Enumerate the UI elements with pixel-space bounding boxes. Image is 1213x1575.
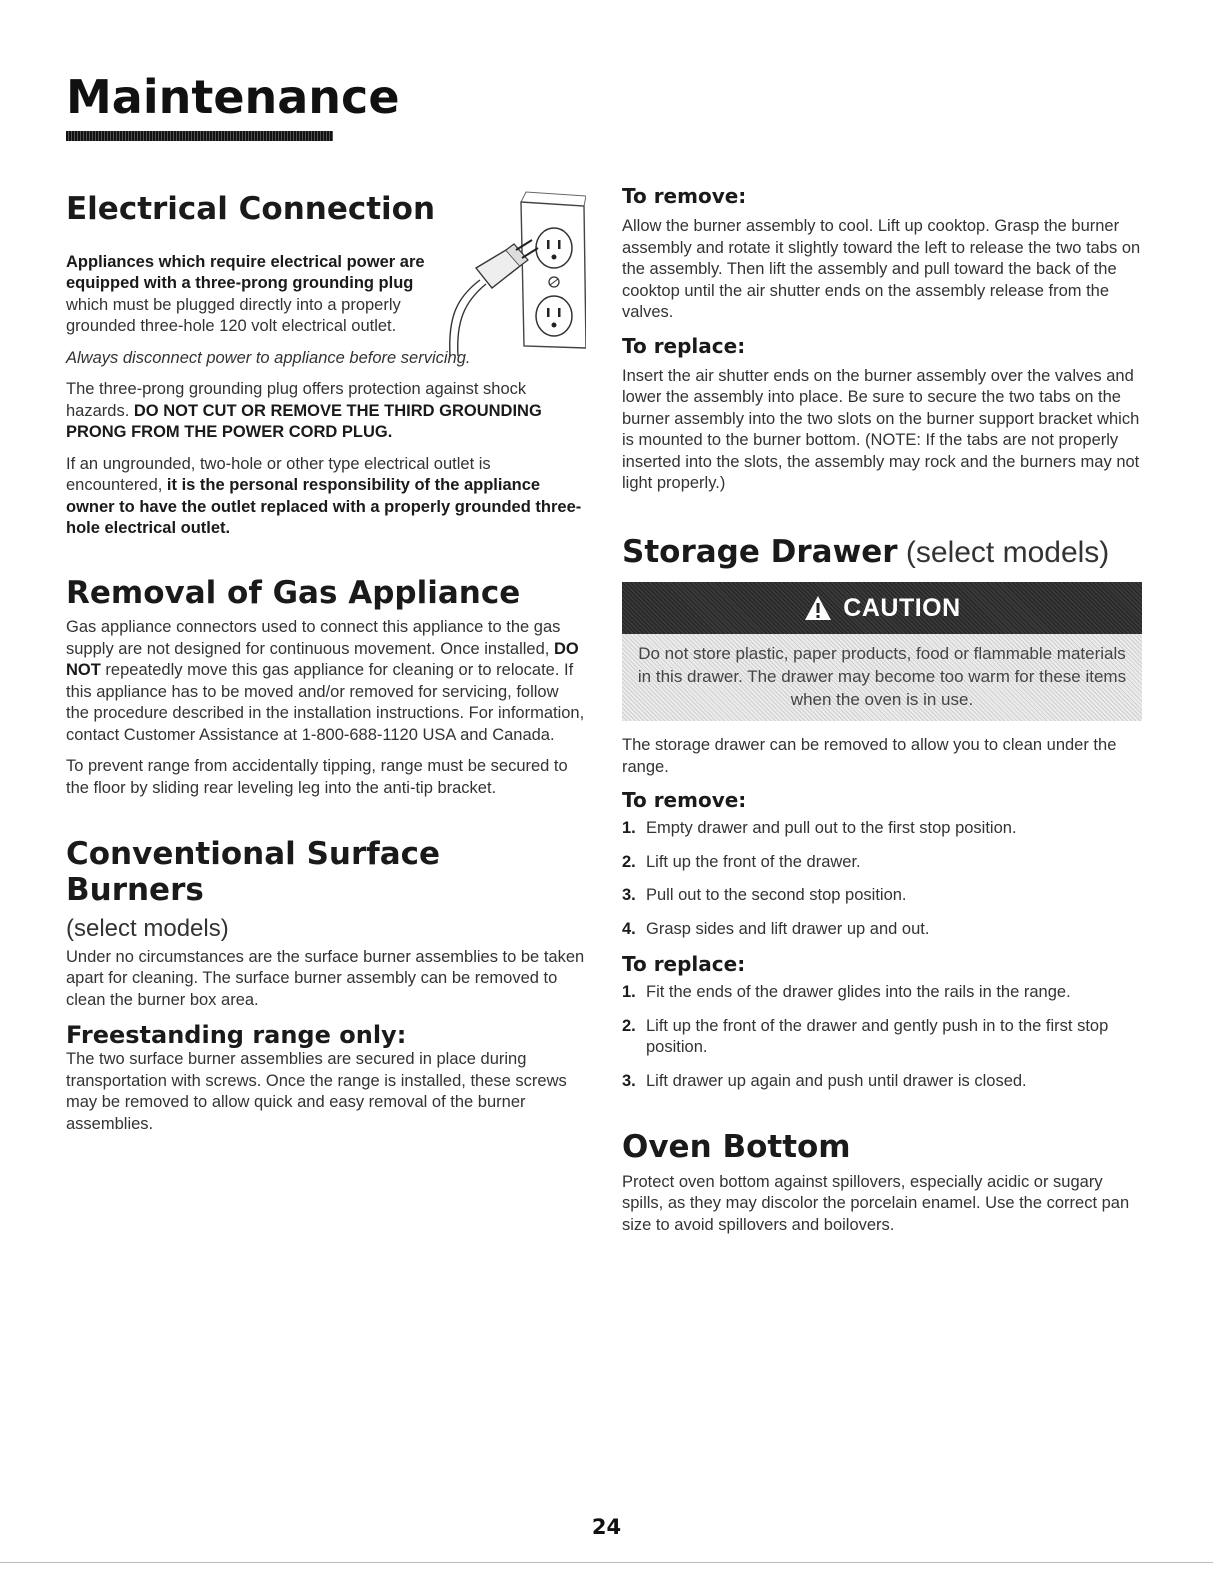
caution-header (622, 582, 1142, 634)
removal-heading: Removal of Gas Appliance (66, 574, 521, 611)
drawer-remove-heading: To remove: (622, 788, 747, 813)
electrical-intro (66, 252, 426, 338)
storage-heading-light: (select models) (897, 535, 1110, 569)
removal-paragraph-1 (66, 617, 586, 746)
storage-paragraph: The storage drawer can be removed to allow you to clean under the range. (622, 736, 1117, 776)
page-title: Maintenance (66, 70, 400, 124)
grounding-bold: DO NOT CUT OR REMOVE THE THIRD GROUNDING PRONG FROM THE POWER CORD PLUG. (66, 401, 542, 442)
step-number: 3. (622, 886, 636, 905)
step-text: Grasp sides and lift drawer up and out. (646, 919, 930, 938)
step-number: 2. (622, 852, 636, 871)
removal-section (66, 576, 586, 800)
step-text: Empty drawer and pull out to the first stop position. (646, 819, 1017, 838)
freestanding-heading: Freestanding range only: (66, 1021, 407, 1050)
removal-paragraph-2: To prevent range from accidentally tipping, range must be secured to the floor by sliding rear leveling leg into the anti-tip bracket. (66, 757, 568, 797)
right-column (622, 184, 1142, 1246)
removal-text-b: repeatedly move this gas appliance for cleaning or to relocate. If this appliance has to be moved and/or removed for servicing, follow the procedure described in the installation instructions. For information, contact Customer Assistance at 1-800-688-1120 USA and Canada. (66, 661, 585, 744)
burners-subheading: (select models) (66, 914, 229, 942)
step-text: Fit the ends of the drawer glides into the rails in the range. (646, 983, 1071, 1002)
storage-section (622, 535, 1142, 1093)
grounding-text: The three-prong grounding plug offers protection against shock hazards. (66, 380, 527, 420)
outlet-plug-illustration (436, 188, 586, 358)
drawer-replace-heading: To replace: (622, 952, 746, 977)
burner-remove-heading: To remove: (622, 184, 747, 208)
removal-text-a: Gas appliance connectors used to connect this appliance to the gas supply are not designed for continuous movement. Once installed, (66, 618, 561, 658)
removal-bold: DO NOT (66, 639, 579, 680)
step-number: 3. (622, 1071, 636, 1090)
grounding-paragraph (66, 379, 586, 444)
step-text: Lift up the front of the drawer. (646, 852, 861, 871)
step-text: Lift drawer up again and push until drawer is closed. (646, 1071, 1027, 1090)
caution-text: Do not store plastic, paper products, food or flammable materials in this drawer. The drawer may become too warm for these items when the oven is in use. (637, 644, 1127, 710)
drawer-replace-steps (622, 982, 1142, 1092)
electrical-heading: Electrical Connection (66, 191, 436, 227)
burners-section (66, 837, 586, 1135)
burners-paragraph-1: Under no circumstances are the surface burner assemblies to be taken apart for cleaning. The surface burner assembly can be removed to clean the burner box area. (66, 947, 585, 1009)
list-item (622, 852, 1142, 874)
storage-heading-bold: Storage Drawer (622, 533, 898, 570)
oven-bottom-section (622, 1130, 1142, 1236)
burners-paragraph-2: The two surface burner assemblies are secured in place during transportation with screws. Once the range is installed, these screws may be removed to allow quick and easy removal of the burner assemblies. (66, 1050, 567, 1133)
step-number: 1. (622, 819, 636, 838)
step-text: Pull out to the second stop position. (646, 886, 907, 905)
storage-heading (622, 535, 1142, 571)
drawer-remove-steps (622, 818, 1142, 940)
list-item (622, 982, 1142, 1004)
ungrounded-text: If an ungrounded, two-hole or other type electrical outlet is encountered, (66, 454, 491, 495)
step-number: 4. (622, 919, 636, 938)
electrical-intro-rest: which must be plugged directly into a properly grounded three-hole 120 volt electrical outlet. (66, 295, 401, 336)
list-item (622, 1016, 1142, 1059)
step-number: 1. (622, 983, 636, 1002)
title-underline (66, 131, 333, 141)
list-item (622, 885, 1142, 907)
electrical-intro-bold: Appliances which require electrical power are equipped with a three-prong grounding plug (66, 252, 425, 293)
caution-label: CAUTION (843, 593, 961, 622)
electrical-section (66, 192, 586, 540)
list-item (622, 818, 1142, 840)
burner-replace-text: Insert the air shutter ends on the burner assembly over the valves and lower the assembly into place. Be sure to secure the two tabs on the burner assembly into the two slots on the burner support bracket which is mounted to the burner bottom. (NOTE: If the tabs are not properly inserted into the slots, the assembly may rock and the burners may not light properly.) (622, 366, 1140, 492)
left-column (66, 170, 586, 1145)
step-number: 2. (622, 1016, 636, 1035)
list-item (622, 1071, 1142, 1093)
list-item (622, 919, 1142, 941)
step-text: Lift up the front of the drawer and gently push in to the first stop position. (646, 1016, 1109, 1057)
disconnect-warning: Always disconnect power to appliance before servicing. (66, 348, 471, 367)
ungrounded-bold: it is the personal responsibility of the appliance owner to have the outlet replaced with a properly grounded three-hole electrical outlet. (66, 476, 582, 538)
ungrounded-paragraph (66, 454, 586, 540)
burner-replace-heading: To replace: (622, 333, 746, 358)
page-number: 24 (591, 1515, 622, 1539)
warning-triangle-icon (803, 594, 833, 622)
caution-box (622, 582, 1142, 721)
burners-heading: Conventional Surface Burners (66, 836, 441, 908)
burner-remove-text: Allow the burner assembly to cool. Lift up cooktop. Grasp the burner assembly and rotate it slightly toward the left to release the two tabs on the assembly. Then lift the assembly and pull toward the back of the cooktop until the air shutter ends on the assembly release from the valves. (622, 217, 1141, 321)
oven-bottom-paragraph: Protect oven bottom against spillovers, especially acidic or sugary spills, as they may discolor the porcelain enamel. Use the correct pan size to avoid spillovers and boilovers. (622, 1172, 1130, 1234)
bottom-divider (0, 1562, 1213, 1563)
oven-bottom-heading: Oven Bottom (622, 1129, 851, 1166)
